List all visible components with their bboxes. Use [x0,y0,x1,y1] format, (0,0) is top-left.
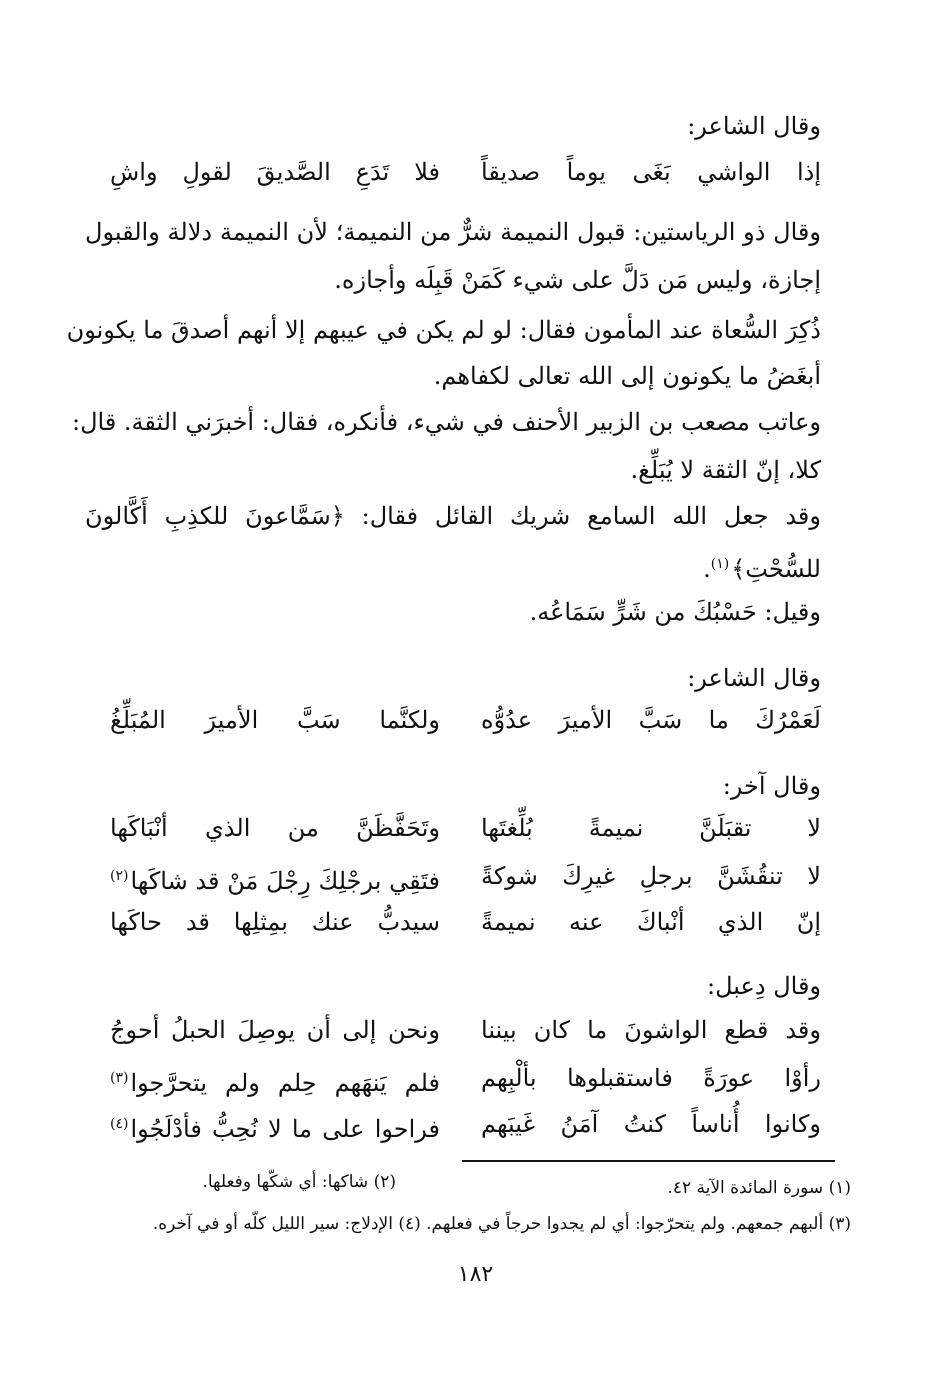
verse-first-hemistich: لَعَمْرُكَ ما سَبَّ الأميرَ عدُوُّه [481,706,821,734]
verse-second-hemistich: وتَحَفَّظَنَّ من الذي أنْبَاكَها [110,814,440,842]
poem-verse [110,808,821,848]
paragraph-line [85,546,821,587]
paragraph-line: أبغَضُ ما يكونون إلى الله تعالى لكفاهم. [433,362,821,390]
verse-second-hemistich: فلا تَدَعِ الصَّديقَ لقولِ واشِ [110,158,440,186]
poem-intro: وقال الشاعر: [687,112,821,140]
poem-intro: وقال آخر: [722,772,821,800]
footnote-ref: (٣) [110,1070,129,1086]
verse-first-hemistich: لا تقبَلَنَّ نميمةً بُلِّغتَها [481,814,821,842]
poem-verse [110,1010,821,1050]
paragraph-line: وقيل: حَسْبُكَ من شَرٍّ سَمَاعُه. [529,598,821,626]
paragraph-line: ذُكِرَ السُّعاة عند المأمون فقال: لو لم يكن في عيبهم إلا أنهم أصدقَ ما يكونون [66,316,821,344]
paragraph-line: وقد جعل الله السامع شريك القائل فقال: ﴿سَمَّاعونَ للكذِبِ أَكَّالونَ [85,502,821,530]
poem-verse [110,152,821,192]
poem-intro: وقال دِعبل: [707,972,821,1000]
paragraph-line: إجازة، وليس مَن دَلَّ على شيء كَمَنْ قَبِلَه وأجازه. [334,266,821,294]
verse-first-hemistich: إنّ الذي أنْباكَ عنه نميمةً [481,908,821,936]
verse-second-hemistich: فراحوا على ما لا نُحِبُّ فأدْلَجُوا$^{(٤)}$ [110,1115,440,1143]
poem-verse [110,902,821,942]
poem-verse [110,1058,821,1098]
poem-verse [110,1104,821,1144]
footnote-2: (٢) شاكها: أي شكّها وفعلها. [202,1172,396,1192]
verse-second-hemistich: سيدبُّ عنك بمِثلِها قد حاكَها [110,908,440,936]
paragraph-line: وقال ذو الرياستين: قبول النميمة شرٌّ من النميمة؛ لأن النميمة دلالة والقبول [85,218,821,246]
poem-verse [110,700,821,740]
verse-second-hemistich: ونحن إلى أن يوصِلَ الحبلُ أحوجُ [110,1016,440,1044]
verse-second-hemistich: فتَقِي برجْلِكَ رِجْلَ مَنْ قد شاكَها$^{(٢)}$ [110,867,440,895]
verse-first-hemistich: وقد قطع الواشونَ ما كان بيننا [481,1016,821,1044]
verse-first-hemistich: وكانوا أُناساً كنتُ آمَنُ غَيبَهم [481,1110,821,1138]
footnote-1: (١) سورة المائدة الآية ٤٢. [667,1178,851,1198]
footnote-ref: (٢) [110,868,129,884]
paragraph-line: وعاتب مصعب بن الزبير الأحنف في شيء، فأنكره، فقال: أخبرَني الثقة. قال: [71,408,821,436]
footnote-ref: (٤) [110,1116,129,1132]
footnote-divider [462,1160,835,1162]
paragraph-line: كلا، إنّ الثقة لا يُبَلِّغ. [630,456,821,484]
verse-first-hemistich: رأوْا عورَةً فاستقبلوها بألْبِهم [481,1064,821,1092]
verse-first-hemistich: لا تنقُشَنَّ برجلِ غيرِكَ شوكةً [481,862,821,890]
footnote-ref: (١) [710,556,730,572]
verse-second-hemistich: ولكنَّما سَبَّ الأميرَ المُبَلِّغُ [110,706,440,734]
quran-quote-end: للسُّحْتِ﴾ [731,555,821,583]
poem-intro: وقال الشاعر: [687,664,821,692]
period: . [703,555,711,583]
footnote-3-4: (٣) ألبهم جمعهم. ولم يتحرّجوا: أي لم يجدوا حرجاً في فعلهم. (٤) الإدلاج: سير الليل كلّه أو في آخره. [152,1214,851,1234]
verse-second-hemistich: فلم يَنهَهم حِلم ولم يتحرَّجوا$^{(٣)}$ [110,1069,440,1097]
verse-first-hemistich: إذا الواشي بَغَى يوماً صديقاً [481,158,821,186]
page-number: ١٨٢ [457,1262,494,1287]
poem-verse [110,856,821,896]
